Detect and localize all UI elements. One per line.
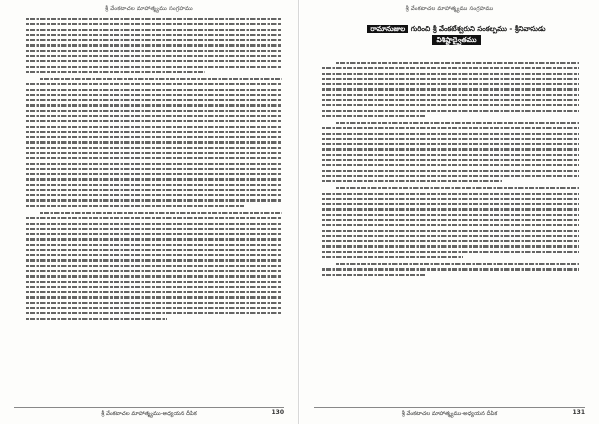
right-page [300, 0, 599, 424]
left-footer [14, 407, 284, 418]
right-footer [314, 407, 585, 418]
right-page-number: 131 [572, 409, 585, 416]
paragraph [322, 122, 579, 182]
heading-part-1: రామానుజుల [367, 25, 408, 33]
left-page-number: 130 [271, 409, 284, 416]
left-running-head: శ్రీ వేంకటాచల మాహాత్మ్యము సంగ్రహము [105, 6, 193, 12]
heading-part-2: గురించి శ్రీ వేంకటేశ్వరుని సంకల్పము - శ్రీనివాసుడు [410, 25, 546, 33]
paragraph [322, 263, 579, 276]
paragraph [322, 62, 579, 117]
right-footer-title: శ్రీ వేంకటాచల మాహాత్మ్యము-అధ్యయన దీపిక [401, 411, 498, 417]
paragraph [26, 78, 282, 207]
heading-part-3: విశిష్టాద్వైతము [432, 35, 480, 45]
chapter-heading [330, 24, 583, 45]
paragraph [26, 18, 282, 73]
left-footer-title: శ్రీ వేంకటాచల మాహాత్మ్యము-అధ్యయన దీపిక [101, 411, 197, 417]
right-body-text [322, 62, 579, 281]
right-running-head: శ్రీ వేంకటాచల మాహాత్మ్యము సంగ్రహము [405, 6, 494, 12]
left-page [0, 0, 299, 424]
paragraph [322, 187, 579, 258]
paragraph [26, 212, 282, 320]
left-body-text [26, 18, 282, 325]
